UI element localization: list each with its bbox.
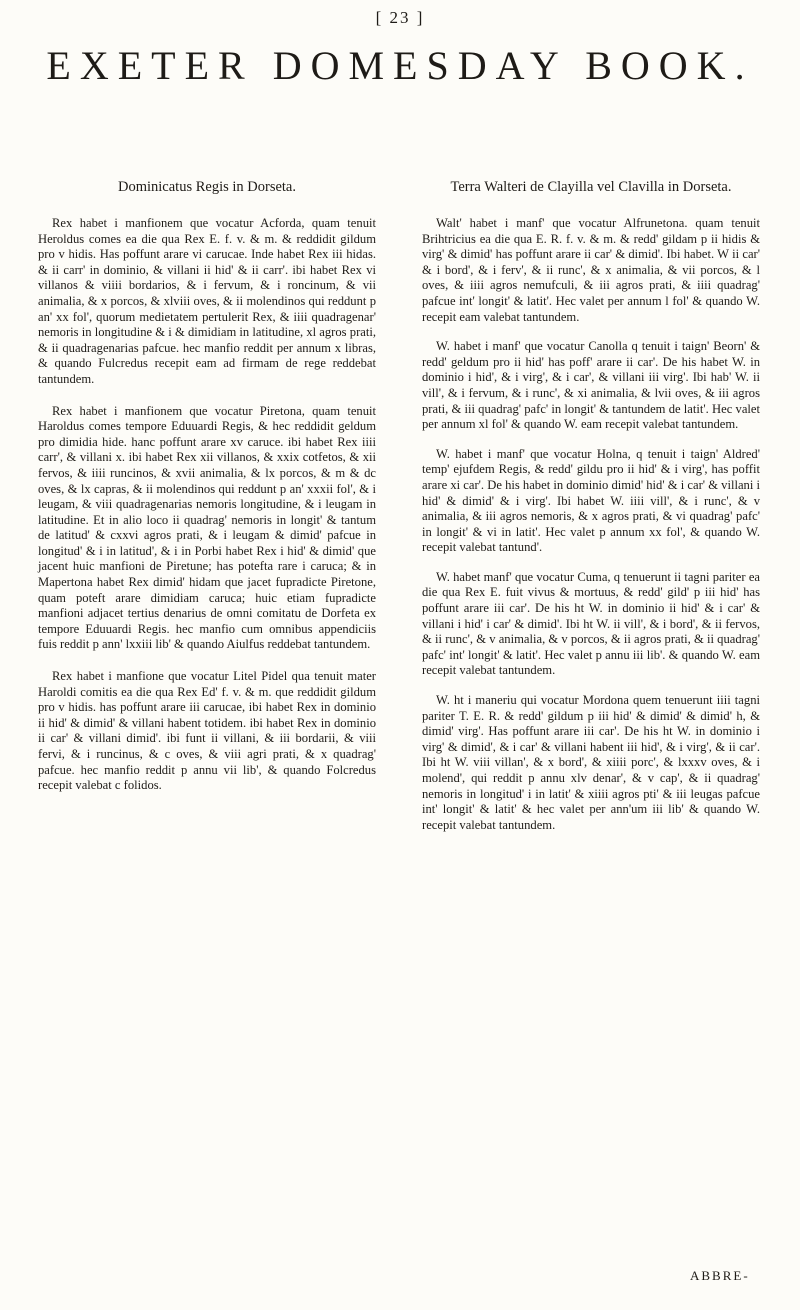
right-paragraph: W. habet i manf' que vocatur Holna, q tenuit i taign' Aldred' temp' ejufdem Regis, & redd' gildu pro ii hid' & i virg', has poffit arare xi car'. De his habet in dominio dimid' hid' & i car' & villani i hid' & dimid' & i virg'. Ibi habet W. iiii vill', & i runc', & v animalia, & iii agros nemoris, & x agros prati, & vi quadrag' pafc' in longit' & vi in latit'. Hec valet p annum xx fol', & quando W. recepit valebat tantund'. (422, 446, 760, 555)
right-column (422, 178, 760, 847)
running-head: EXETER DOMESDAY BOOK. (46, 43, 754, 88)
catchword: ABBRE- (690, 1268, 750, 1283)
left-column (38, 178, 376, 810)
left-paragraph: Rex habet i manfione que vocatur Litel Pidel qua tenuit mater Haroldi comitis ea die qua Rex Ed' f. v. & m. que reddidit gildum pro v hidis. has poffunt arare iii carucae, ibi habet Rex in dominio ii hid' & dimid' & villani habent totidem. ibi habet Rex in dominio ii car' & villani dimid'. ibi funt ii villani, & iii bordarii, & viii fervi, & i runcinus, & c oves, & viii agri prati, & x quadrag' pafcue. hec manfio reddit p annu vii lib', & quando Folcredus recepit valebat c folidos. (38, 669, 376, 793)
right-paragraph: W. habet i manf' que vocatur Canolla q tenuit i taign' Beorn' & redd' geldum pro ii hid' has poff' arare ii car'. De his habet W. in dominio i hid', & i virg', & i car', & villani iii virg'. Ibi hab' W. ii vill', & i fervum, & i runc', & xi animalia, & lvii oves, & iii agros prati, & iii quadrag' pafc' in longit' & tantundem de latit'. Hec valet per annum xl fol' & quando W. eam recepit valebat tantundem. (422, 339, 760, 432)
left-paragraph: Rex habet i manfionem que vocatur Acforda, quam tenuit Heroldus comes ea die qua Rex E. f. v. & m. & reddidit gildum pro v hidis. Has poffunt arare vi carucae. Inde habet Rex iii hidas. & ii carr' in dominio, & villani ii hid' & ii carr'. ibi habet Rex vi villanos & viiii bordarios, & i fervum, & i roncinum, & vii animalia, & x porcos, & xlviii oves, & ii molendinos qui reddunt p an' xx fol', quorum medietatem pertulerit Rex, & iiii quadragenar' nemoris in longitudine & i & dimidiam in latitudine, xl agros prati, & ii quadragenarias pafcue. hec manfio reddit per annum x libras, & quando Fulcredus recepit eam ad firmam de rege reddebat tantundem. (38, 216, 376, 386)
left-paragraph: Rex habet i manfionem que vocatur Piretona, quam tenuit Haroldus comes tempore Eduuardi Regis, & hec reddidit geldum pro dimidia hide. hanc poffunt arare xv caruce. ibi habet Rex iiii carr', & villani x. ibi habet Rex xii villanos, & xxix cotfetos, & xii fervos, & iiii runcinos, & xvii animalia, & lx porcos, & m & dc oves, & lx capras, & ii molendinos qui reddunt p an' xxxii fol', & i leugam, & viii quadragenarias nemoris longitudine, & i leugam in latitudine. Et in alio loco ii quadrag' nemoris in longit' & tantum de latitud' & cxxvi agros prati, & i leugam & dimid' pafcue in longitud' & i in latitud', & i in Porbi habet Rex i hid' & dimid' que jacent huic manfioni de Piretune; has potefta rare i caruca; & in Mapertona habet Rex dimid' hidam que jacet fupradicte Piretone, quam poteft arare dimidiam caruca; huic etiam fupradicte manfioni adjacet tertius denarius de omni comitatu de Dorfeta ex tempore Eduuardi Regis. hec manfio cum omnibus appendiciis fuis reddit p ann' lxxiii lib' & quando Aiulfus reddebat tantundem. (38, 403, 376, 652)
right-paragraph: W. ht i maneriu qui vocatur Mordona quem tenuerunt iiii tagni pariter T. E. R. & redd' gildum p iii hid' & dimid' & dimid' h, & dimid' virg'. Has poffunt arare iii car'. De his ht W. in dominio i virg' & dimid', & i car' & villani habent iii hid', & i virg', & ii car'. Ibi ht W. viii villan', & x bord', & xiiii porc', & lxxxv oves, & i molend', qui reddit p annu xlv denar', & v cap', & ii quadrag' nemoris in longitud' i in latit' & xiiii agros pti' & iii leugas pafcue int' longit' & latit' & hec valet per ann'um iii lib' & quando W. recepit valebat tantundem. (422, 693, 760, 832)
right-paragraph: Walt' habet i manf' que vocatur Alfrunetona. quam tenuit Brihtricius ea die qua E. R. f. v. & m. & redd' gildam p ii hidis & virg' & dimid' has poffunt arare ii car' & dimid'. Ibi habet. W ii car' & i bord', & i ferv', & ii runc', & x animalia, & vii porcos, & l oves, & iiii agros nemufculi, & iii agros prati, & iiii quadrag' pafcue int' longit' & latit'. Hec valet per annum l fol' & quando W. recepit eam valebat tantundem. (422, 216, 760, 324)
page-number: [ 23 ] (375, 8, 425, 27)
left-section-heading: Dominicatus Regis in Dorseta. (117, 179, 296, 195)
right-section-heading: Terra Walteri de Clayilla vel Clavilla in Dorseta. (450, 179, 732, 195)
right-paragraph: W. habet manf' que vocatur Cuma, q tenuerunt ii tagni pariter ea die qua Rex E. fuit vivus & mortuus, & redd' gild' p iii hid' has poffunt arare iii car'. De his ht W. in dominio ii hid' & i car' & villani i hid' i car' & dimid'. Ibi ht W. ii vill', & i bord', & ii fervos, & ii runc', & v animalia, & v porcos, & ii agros prati, & ii quadrag' pafc' int' longit' & latit'. Hec valet p annu iii lib'. & quando W. eam recepit valebat tantundem. (422, 569, 760, 678)
